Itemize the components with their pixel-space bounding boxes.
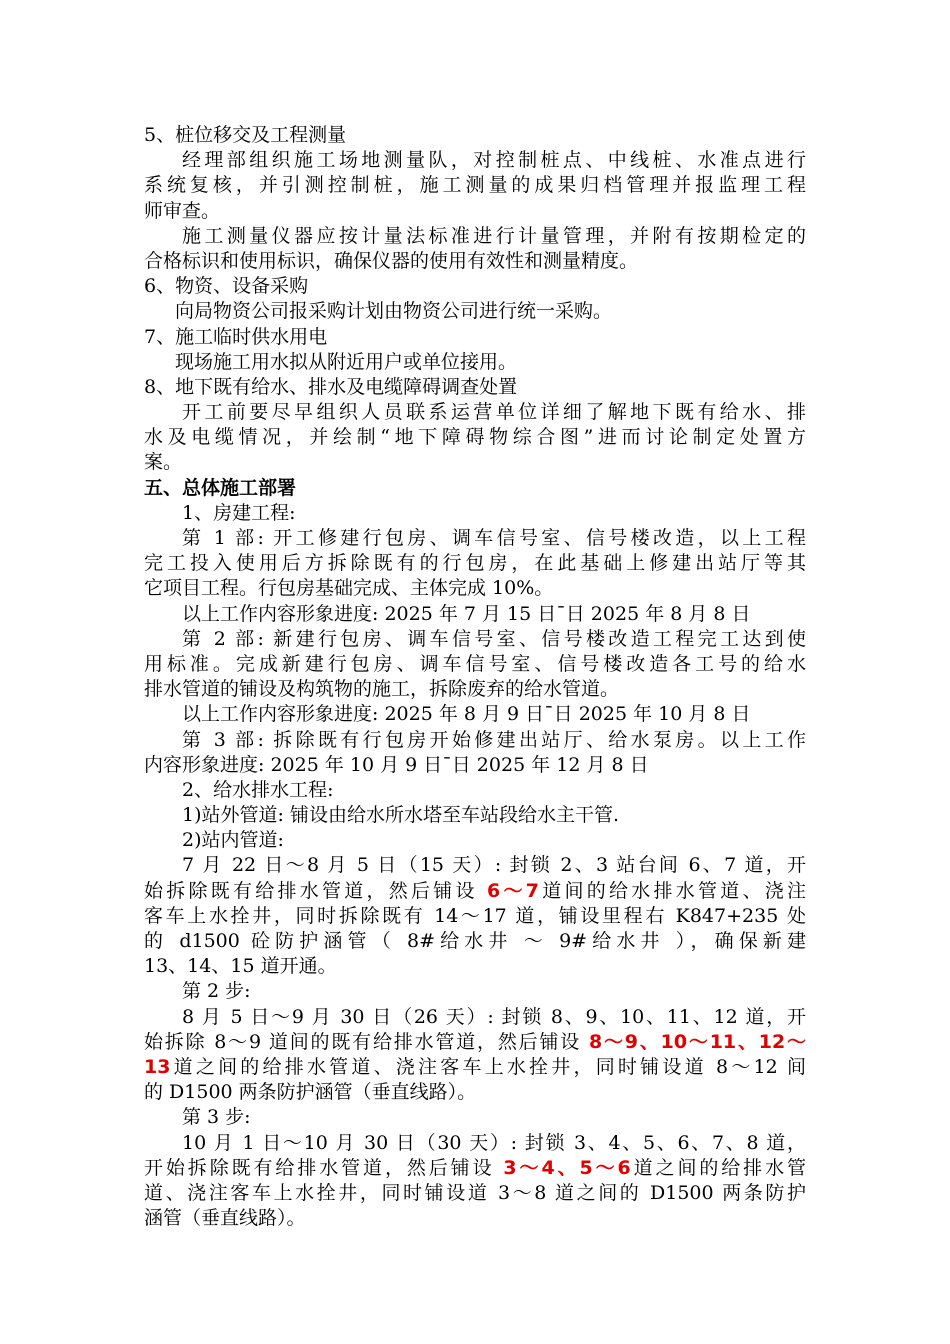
text-line: 经理部组织施工场地测量队，对控制桩点、中线桩、水准点进行 xyxy=(182,149,806,172)
text-line: 水及电缆情况，并绘制“地下障碍物综合图”进而讨论制定处置方 xyxy=(144,426,806,449)
text-line: 7 月 22 日～8 月 5 日（15 天）: 封锁 2、3 站台间 6、7 道，开 xyxy=(182,854,806,877)
text-line: 1)站外管道: 铺设由给水所水塔至车站段给水主干管. xyxy=(182,804,619,827)
text-line: 排水管道的铺设及构筑物的施工，拆除废弃的给水管道。 xyxy=(144,678,620,701)
text-line: 它项目工程。行包房基础完成、主体完成 10%。 xyxy=(144,577,554,600)
text-line: 第 1 部: 开工修建行包房、调车信号室、信号楼改造，以上工程 xyxy=(182,527,806,549)
text-line: 师审查。 xyxy=(144,199,221,222)
text-line: 2、给水排水工程: xyxy=(182,778,334,801)
text-line: 的 D1500 两条防护涵管（垂直线路）。 xyxy=(144,1081,477,1104)
text-line: 2)站内管道: xyxy=(182,829,284,852)
highlighted-track-range: 8～9、10～11、12～ xyxy=(588,1030,807,1053)
text-line: 内容形象进度: 2025 年 10 月 9 日¯日 2025 年 12 月 8 日 xyxy=(144,753,649,776)
text-segment: 始拆除既有给排水管道，然后铺设 xyxy=(144,879,488,902)
text-line: 以上工作内容形象进度: 2025 年 8 月 9 日¯日 2025 年 10 月 8 日 xyxy=(182,703,751,726)
document-body xyxy=(144,123,806,1231)
text-line: 用标准。完成新建行包房、调车信号室、信号楼改造各工号的给水 xyxy=(144,652,806,675)
text-line: 向局物资公司报采购计划由物资公司进行统一采购。 xyxy=(175,300,613,323)
text-line: 13、14、15 道开通。 xyxy=(144,955,337,978)
text-line: 8 月 5 日～9 月 30 日（26 天）: 封锁 8、9、10、11、12 道，开 xyxy=(182,1005,806,1028)
text-line xyxy=(144,879,806,904)
text-line: 以上工作内容形象进度: 2025 年 7 月 15 日¯日 2025 年 8 月 8 日 xyxy=(182,602,751,625)
text-line: 第 2 步: xyxy=(182,980,251,1003)
text-line xyxy=(144,1030,806,1055)
text-line: 道、浇注客车上水拴井，同时铺设道 3～8 道之间的 D1500 两条防护 xyxy=(144,1181,806,1204)
text-line: 第 2 部: 新建行包房、调车信号室、信号楼改造工程完工达到使 xyxy=(182,627,806,650)
text-line: 7、施工临时供水用电 xyxy=(144,325,328,348)
text-line: 5、桩位移交及工程测量 xyxy=(144,124,347,146)
text-line: 第 3 部: 拆除既有行包房开始修建出站厅、给水泵房。以上工作 xyxy=(182,728,806,751)
text-line xyxy=(144,1055,806,1080)
highlighted-track-range: 13 xyxy=(144,1055,171,1078)
text-line: 开工前要尽早组织人员联系运营单位详细了解地下既有给水、排 xyxy=(182,401,806,424)
highlighted-track-range: 3～4、5～6 xyxy=(503,1156,631,1179)
text-line: 6、物资、设备采购 xyxy=(144,275,309,298)
highlighted-track-range: 6～7 xyxy=(487,879,539,902)
text-line: 现场施工用水拟从附近用户或单位接用。 xyxy=(175,350,518,373)
text-line xyxy=(144,1156,806,1181)
text-line: 合格标识和使用标识，确保仪器的使用有效性和测量精度。 xyxy=(144,249,639,272)
text-line: 系统复核，并引测控制桩，施工测量的成果归档管理并报监理工程 xyxy=(144,174,806,197)
text-segment: 道间的给水排水管道、浇注 xyxy=(539,879,806,902)
text-segment: 开始拆除既有给排水管道，然后铺设 xyxy=(144,1156,504,1179)
text-line: 10 月 1 日～10 月 30 日（30 天）: 封锁 3、4、5、6、7、8 道， xyxy=(182,1131,806,1154)
text-line: 客车上水拴井，同时拆除既有 14～17 道，铺设里程右 K847+235 处 xyxy=(144,904,806,927)
text-line: 施工测量仪器应按计量法标准进行计量管理，并附有按期检定的 xyxy=(182,224,806,247)
text-line: 的 d1500 砼防护涵管（ 8#给水井 ～ 9#给水井 ），确保新建 xyxy=(144,930,806,952)
section-heading: 五、总体施工部署 xyxy=(144,476,297,499)
text-line: 第 3 步: xyxy=(182,1106,251,1129)
text-line: 8、地下既有给水、排水及电缆障碍调查处置 xyxy=(144,375,518,398)
text-line: 案。 xyxy=(144,451,183,474)
text-line: 1、房建工程: xyxy=(182,501,296,524)
text-line: 涵管（垂直线路）。 xyxy=(144,1207,306,1230)
text-segment: 道之间的给排水管道、浇注客车上水拴井，同时铺设道 8～12 间 xyxy=(170,1055,806,1078)
text-line: 完工投入使用后方拆除既有的行包房，在此基础上修建出站厅等其 xyxy=(144,552,806,575)
text-segment: 道之间的给排水管 xyxy=(630,1156,806,1179)
text-segment: 始拆除 8～9 道间的既有给排水管道，然后铺设 xyxy=(144,1030,589,1053)
